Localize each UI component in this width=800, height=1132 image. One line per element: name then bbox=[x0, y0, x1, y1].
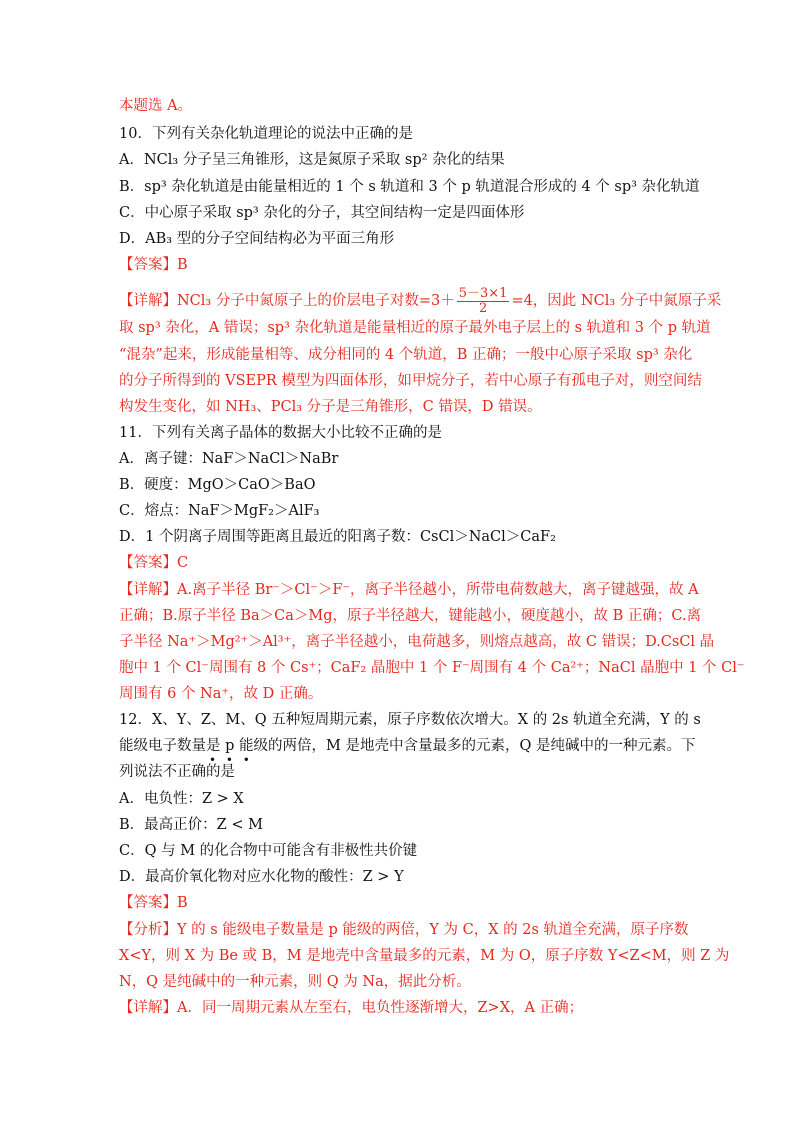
option-a: A．离子键：NaF＞NaCl＞NaBr bbox=[119, 451, 339, 467]
analysis-line: N，Q 是纯碱中的一种元素，则 Q 为 Na，据此分析。 bbox=[119, 974, 471, 990]
explanation-line: 的分子所得到的 VSEPR 模型为四面体形，如甲烷分子，若中心原子有孤电子对，则空间结 bbox=[119, 373, 702, 389]
fraction bbox=[457, 287, 510, 316]
option-b: B．最高正价：Z < M bbox=[119, 817, 263, 833]
question-12-stem: 列说法不正确的是 bbox=[119, 764, 235, 780]
option-c: C．Q 与 M 的化合物中可能含有非极性共价键 bbox=[119, 843, 418, 859]
fraction-denominator: 2 bbox=[478, 300, 488, 316]
explanation-line: 子半径 Na⁺＞Mg²⁺＞Al³⁺，离子半径越小，电荷越多，则熔点越高，故 C 错误；D.CsCl 晶 bbox=[119, 634, 715, 650]
analysis-line: 【分析】Y 的 s 能级电子数量是 p 能级的两倍，Y 为 C，X 的 2s 轨道全充满，原子序数 bbox=[119, 922, 689, 938]
option-a: A．电负性：Z > X bbox=[119, 791, 244, 807]
answer-label: 【答案】C bbox=[119, 555, 189, 571]
question-12-stem: 12．X、Y、Z、M、Q 五种短周期元素，原子序数依次增大。X 的 2s 轨道全充满，Y 的 s bbox=[119, 712, 701, 728]
explanation-line: 取 sp³ 杂化，A 错误；sp³ 杂化轨道是能量相近的原子最外电子层上的 s 轨道和 3 个 p 轨道 bbox=[119, 320, 711, 336]
question-12-stem: 能级电子数量是 p 能级的两倍，M 是地壳中含量最多的元素，Q 是纯碱中的一种元素。下 bbox=[119, 738, 696, 754]
fraction-numerator: 5－3×1 bbox=[458, 285, 508, 301]
explanation-line: 【详解】A．同一周期元素从左至右，电负性逐渐增大，Z>X，A 正确； bbox=[119, 1000, 584, 1016]
question-11-stem: 11．下列有关离子晶体的数据大小比较不正确的是 bbox=[119, 425, 442, 441]
option-b: B．硬度：MgO＞CaO＞BaO bbox=[119, 477, 316, 493]
answer-label: 【答案】B bbox=[119, 895, 188, 911]
explanation-line: “混杂”起来，形成能量相等、成分相同的 4 个轨道，B 正确；一般中心原子采取 sp³ 杂化 bbox=[119, 347, 693, 363]
text-line: 本题选 A。 bbox=[119, 98, 193, 114]
option-d: D．AB₃ 型的分子空间结构必为平面三角形 bbox=[119, 231, 395, 247]
explanation-line bbox=[119, 284, 722, 318]
explanation-line: 【详解】A.离子半径 Br⁻＞Cl⁻＞F⁻，离子半径越小，所带电荷数越大，离子键越强，故 A bbox=[119, 582, 699, 598]
option-b: B．sp³ 杂化轨道是由能量相近的 1 个 s 轨道和 3 个 p 轨道混合形成的 4 个 sp³ 杂化轨道 bbox=[119, 179, 700, 195]
option-c: C．中心原子采取 sp³ 杂化的分子，其空间结构一定是四面体形 bbox=[119, 205, 525, 221]
explanation-line: 构发生变化，如 NH₃、PCl₃ 分子是三角锥形，C 错误，D 错误。 bbox=[119, 399, 542, 415]
explanation-line: 周围有 6 个 Na⁺，故 D 正确。 bbox=[119, 686, 323, 702]
analysis-line: X<Y，则 X 为 Be 或 B，M 是地壳中含量最多的元素，M 为 O，原子序数 Y<Z<M，则 Z 为 bbox=[119, 948, 730, 964]
option-c: C．熔点：NaF＞MgF₂＞AlF₃ bbox=[119, 503, 320, 519]
option-a: A．NCl₃ 分子呈三角锥形，这是氮原子采取 sp² 杂化的结果 bbox=[119, 152, 505, 168]
answer-label: 【答案】B bbox=[119, 257, 188, 273]
option-d: D．1 个阴离子周围等距离且最近的阳离子数：CsCl＞NaCl＞CaF₂ bbox=[119, 529, 556, 545]
question-10-stem: 10．下列有关杂化轨道理论的说法中正确的是 bbox=[119, 126, 413, 142]
option-d: D．最高价氧化物对应水化物的酸性：Z > Y bbox=[119, 869, 404, 885]
explanation-text: =4，因此 NCl₃ 分子中氮原子采 bbox=[511, 293, 722, 309]
explanation-line: 胞中 1 个 Cl⁻周围有 8 个 Cs⁺；CaF₂ 晶胞中 1 个 F⁻周围有 4 个 Ca²⁺；NaCl 晶胞中 1 个 Cl⁻ bbox=[119, 660, 745, 676]
explanation-text: 【详解】NCl₃ 分子中氮原子上的价层电子对数=3＋ bbox=[119, 293, 455, 309]
emphasis-dots: • • • bbox=[209, 753, 253, 767]
explanation-line: 正确；B.原子半径 Ba＞Ca＞Mg，原子半径越大，键能越小，硬度越小，故 B 正确；C.离 bbox=[119, 608, 702, 624]
